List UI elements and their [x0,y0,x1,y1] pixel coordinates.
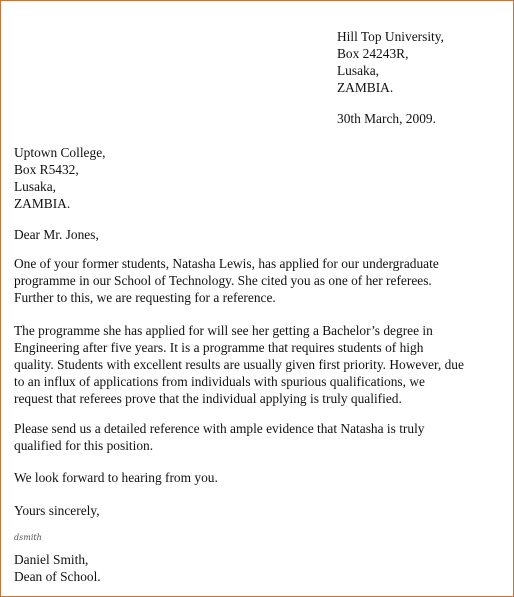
sender-address-line: Box 24243R, [337,46,409,61]
recipient-address-line: ZAMBIA. [14,196,71,211]
paragraph-line: request that referees prove that the individual applying is truly qualified. [14,391,402,406]
paragraph-line: Further to this, we are requesting for a reference. [14,290,276,305]
paragraph-line: qualified for this position. [14,438,154,453]
recipient-address-line: Uptown College, [14,145,106,160]
sender-address-line: Hill Top University, [337,29,444,44]
signer-block [14,551,101,585]
sender-address-line: ZAMBIA. [337,80,394,95]
paragraph-line: Engineering after five years. It is a programme that requires students of high [14,340,424,355]
sender-address-line: Lusaka, [337,63,380,78]
recipient-address-line: Lusaka, [14,179,57,194]
paragraph-line: The programme she has applied for will see her getting a Bachelor’s degree in [14,323,433,338]
paragraph-line: Please send us a detailed reference with ample evidence that Natasha is truly [14,421,425,436]
handwritten-signature: dsmith [14,533,42,542]
paragraph-line: to an influx of applications from individuals with spurious qualifications, we [14,374,425,389]
closing: Yours sincerely, [14,503,100,518]
body-paragraph [14,322,464,407]
signer-title: Dean of School. [14,569,101,584]
paragraph-line: We look forward to hearing from you. [14,470,218,485]
body-paragraph [14,469,218,486]
body-paragraph [14,420,424,454]
recipient-address-line: Box R5432, [14,162,79,177]
paragraph-line: One of your former students, Natasha Lewis, has applied for our undergraduate [14,256,439,271]
salutation: Dear Mr. Jones, [14,227,99,242]
paragraph-line: quality. Students with excellent results are usually given first priority. However, due [14,357,464,372]
body-paragraph [14,255,439,306]
sender-address [337,28,444,96]
signer-name: Daniel Smith, [14,552,89,567]
paragraph-line: programme in our School of Technology. She cited you as one of her referees. [14,273,432,288]
letter-date: 30th March, 2009. [337,111,436,126]
recipient-address [14,144,106,212]
